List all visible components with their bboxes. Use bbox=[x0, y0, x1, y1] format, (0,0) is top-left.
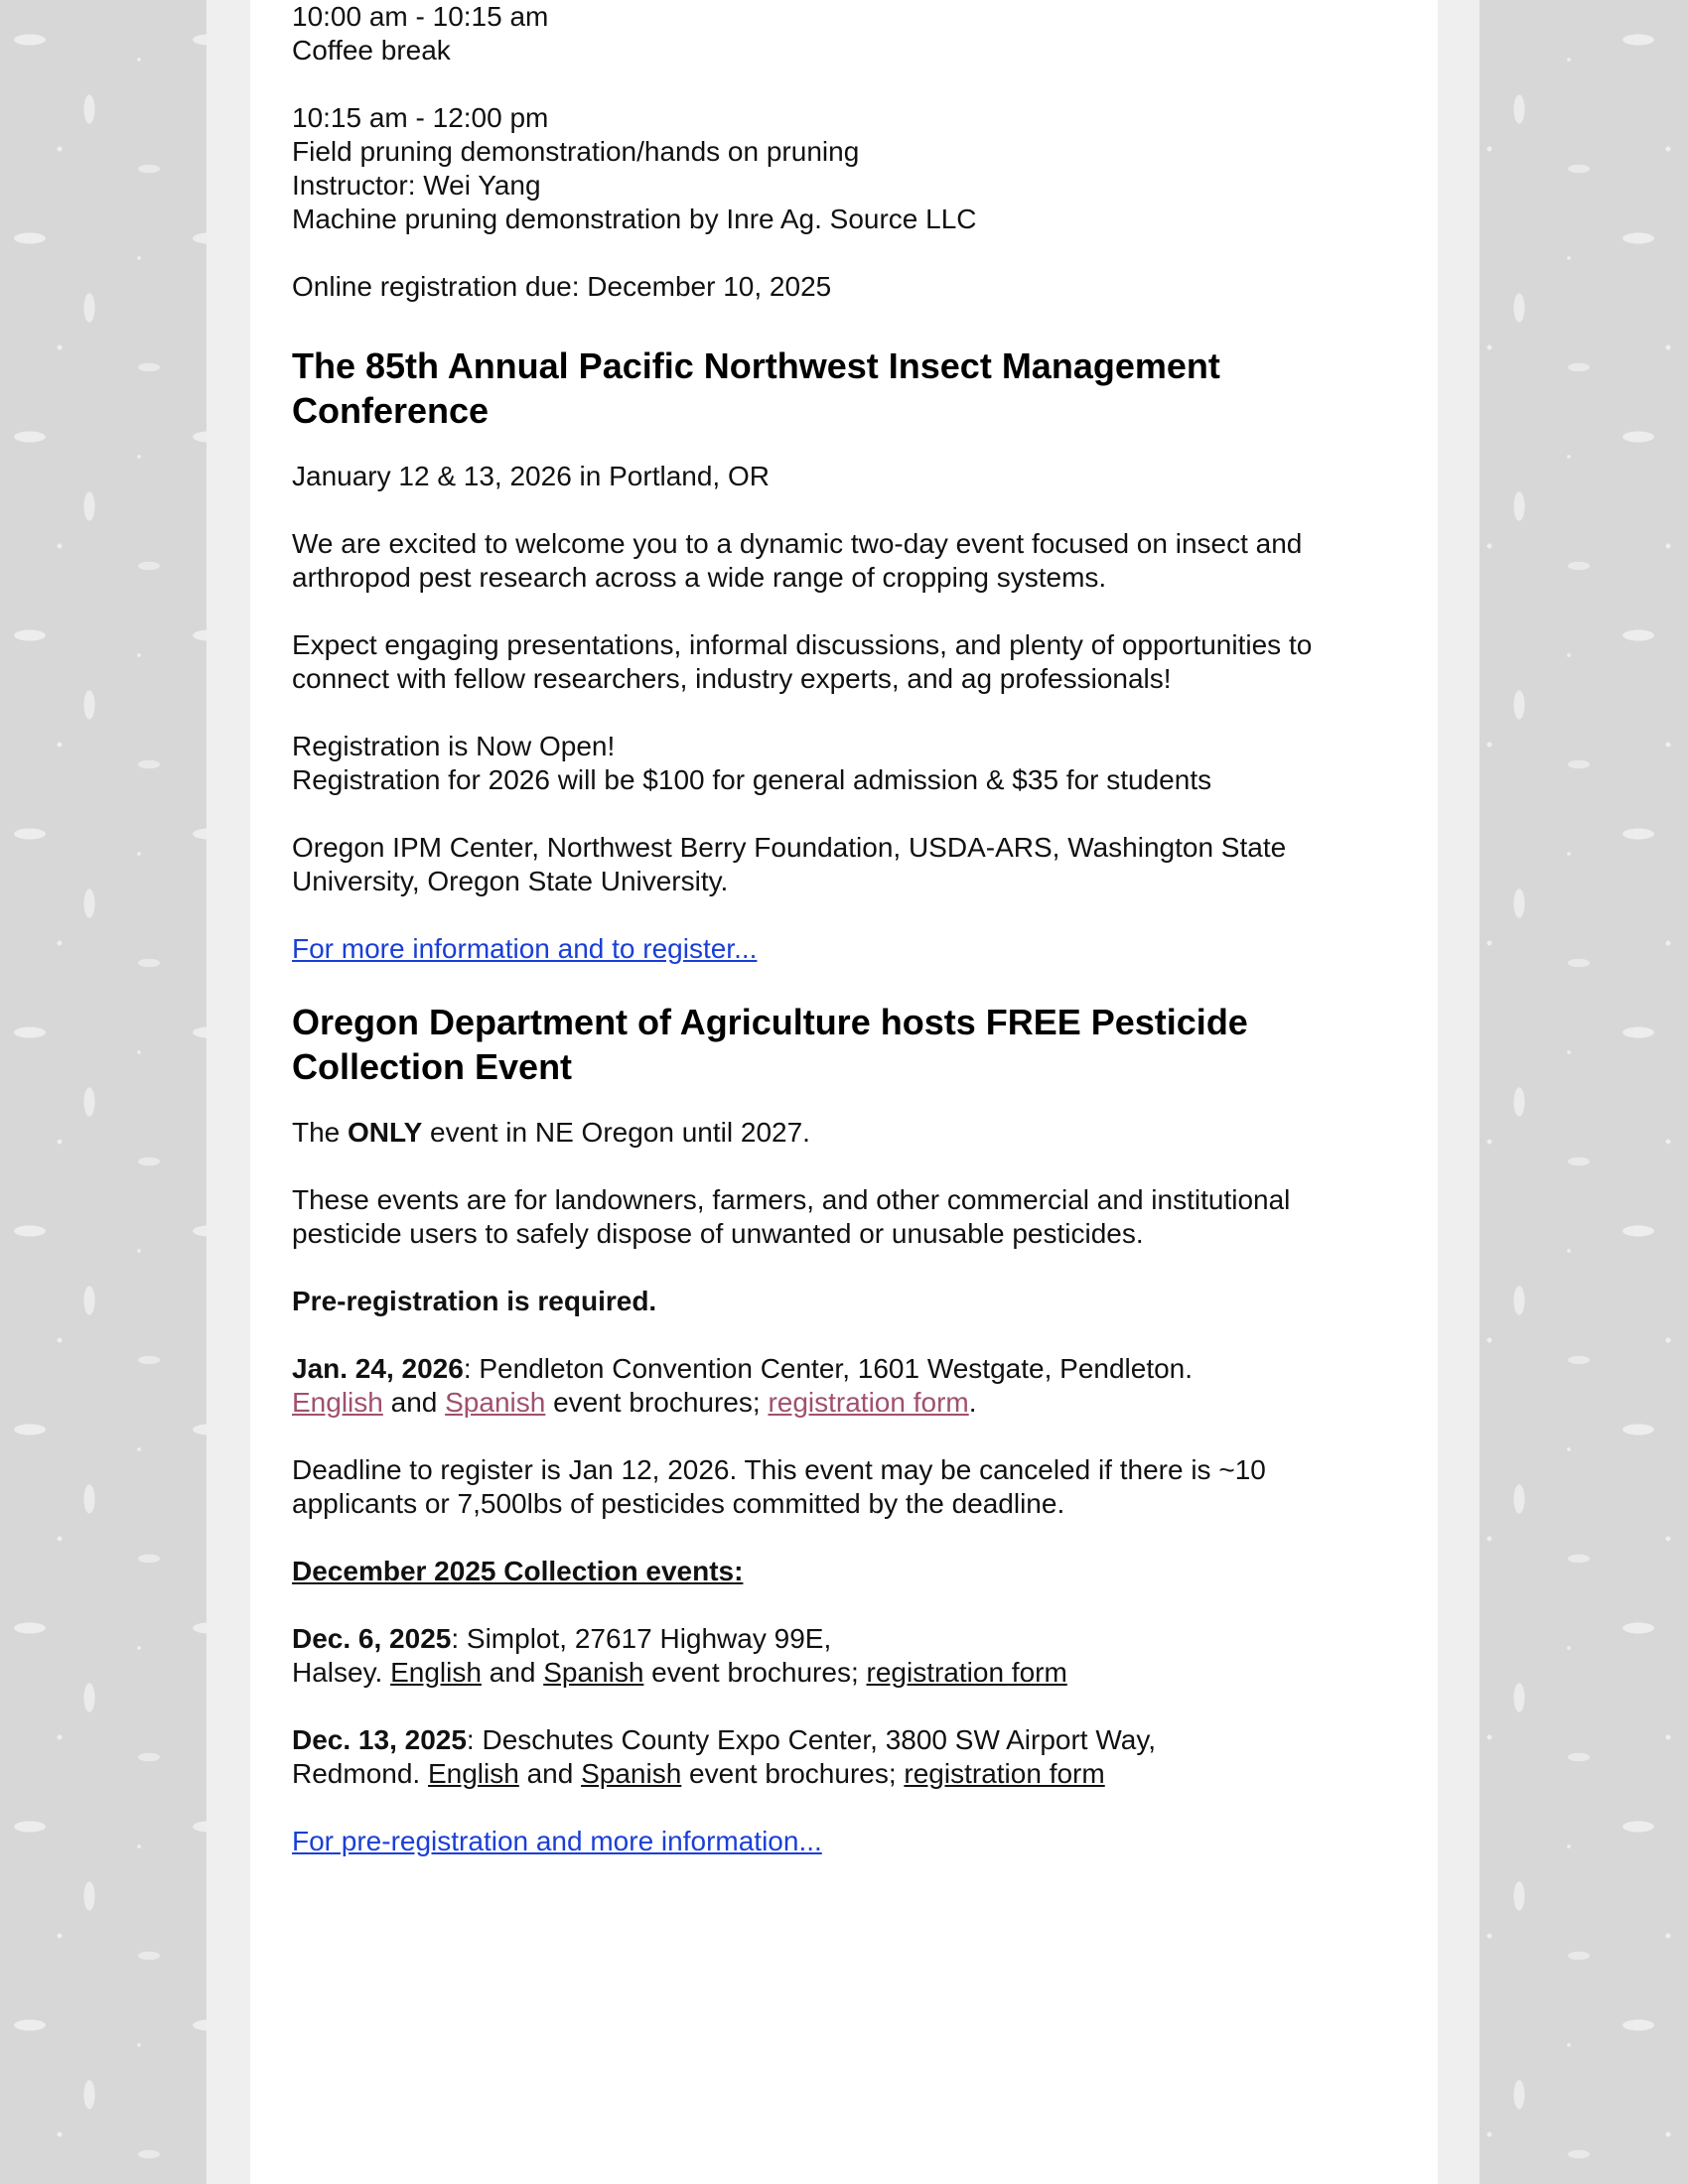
halsey-registration-link[interactable]: registration form bbox=[866, 1657, 1067, 1688]
december-heading: December 2025 Collection events: bbox=[292, 1556, 744, 1586]
event-pendleton-date: Jan. 24, 2026 bbox=[292, 1353, 464, 1384]
event-halsey-links: Halsey. English and Spanish event brochures; registration form bbox=[292, 1657, 1067, 1688]
registration-due: Online registration due: December 10, 2025 bbox=[292, 271, 832, 302]
event-redmond: Dec. 13, 2025: Deschutes County Expo Center, 3800 SW Airport Way, bbox=[292, 1724, 1157, 1755]
session-time: 10:15 am - 12:00 pm bbox=[292, 102, 549, 133]
conference-intro: We are excited to welcome you to a dynamic two-day event focused on insect and arthropod pest research across a wide range of cropping systems. bbox=[292, 528, 1303, 593]
event-halsey: Dec. 6, 2025: Simplot, 27617 Highway 99E, bbox=[292, 1623, 832, 1654]
halsey-english-link[interactable]: English bbox=[390, 1657, 482, 1688]
pendleton-registration-link[interactable]: registration form bbox=[768, 1387, 969, 1418]
event-pendleton-links: English and Spanish event brochures; registration form. bbox=[292, 1387, 977, 1418]
conference-sponsors: Oregon IPM Center, Northwest Berry Foundation, USDA-ARS, Washington State University, Oregon State University. bbox=[292, 832, 1287, 896]
halsey-spanish-link[interactable]: Spanish bbox=[543, 1657, 644, 1688]
conference-date: January 12 & 13, 2026 in Portland, OR bbox=[292, 461, 770, 491]
pendleton-spanish-link[interactable]: Spanish bbox=[445, 1387, 546, 1418]
pesticide-title: Oregon Department of Agriculture hosts FREE Pesticide Collection Event bbox=[292, 1002, 1248, 1087]
break-label: Coffee break bbox=[292, 35, 451, 66]
registration-deadline: Deadline to register is Jan 12, 2026. This event may be canceled if there is ~10 applicants or 7,500lbs of pesticides committed by the deadline. bbox=[292, 1454, 1266, 1519]
preregistration-required: Pre-registration is required. bbox=[292, 1286, 657, 1316]
registration-open: Registration is Now Open! bbox=[292, 731, 616, 761]
redmond-registration-link[interactable]: registration form bbox=[904, 1758, 1105, 1789]
conference-title: The 85th Annual Pacific Northwest Insect Management Conference bbox=[292, 345, 1220, 431]
pesticide-audience: These events are for landowners, farmers, and other commercial and institutional pesticide users to safely dispose of unwanted or unusable pesticides. bbox=[292, 1184, 1291, 1249]
event-pendleton: Jan. 24, 2026: Pendleton Convention Center, 1601 Westgate, Pendleton. bbox=[292, 1353, 1194, 1384]
conference-expect: Expect engaging presentations, informal discussions, and plenty of opportunities to connect with fellow researchers, industry experts, and ag professionals! bbox=[292, 629, 1313, 694]
break-time: 10:00 am - 10:15 am bbox=[292, 1, 549, 32]
redmond-english-link[interactable]: English bbox=[427, 1758, 519, 1789]
session-title: Field pruning demonstration/hands on pruning bbox=[292, 136, 860, 167]
registration-fee: Registration for 2026 will be $100 for general admission & $35 for students bbox=[292, 764, 1212, 795]
instructor: Instructor: Wei Yang bbox=[292, 170, 541, 201]
machine-demo: Machine pruning demonstration by Inre Ag. Source LLC bbox=[292, 204, 977, 234]
redmond-spanish-link[interactable]: Spanish bbox=[581, 1758, 682, 1789]
only-emphasis: ONLY bbox=[348, 1117, 423, 1148]
only-event-text: The ONLY event in NE Oregon until 2027. bbox=[292, 1117, 810, 1148]
newsletter-content bbox=[250, 0, 1438, 2184]
event-redmond-date: Dec. 13, 2025 bbox=[292, 1724, 467, 1755]
event-halsey-date: Dec. 6, 2025 bbox=[292, 1623, 452, 1654]
event-redmond-links: Redmond. English and Spanish event brochures; registration form bbox=[292, 1758, 1105, 1789]
conference-register-link[interactable]: For more information and to register... bbox=[292, 933, 758, 964]
preregistration-link[interactable]: For pre-registration and more information... bbox=[292, 1826, 822, 1856]
pendleton-english-link[interactable]: English bbox=[292, 1387, 383, 1418]
